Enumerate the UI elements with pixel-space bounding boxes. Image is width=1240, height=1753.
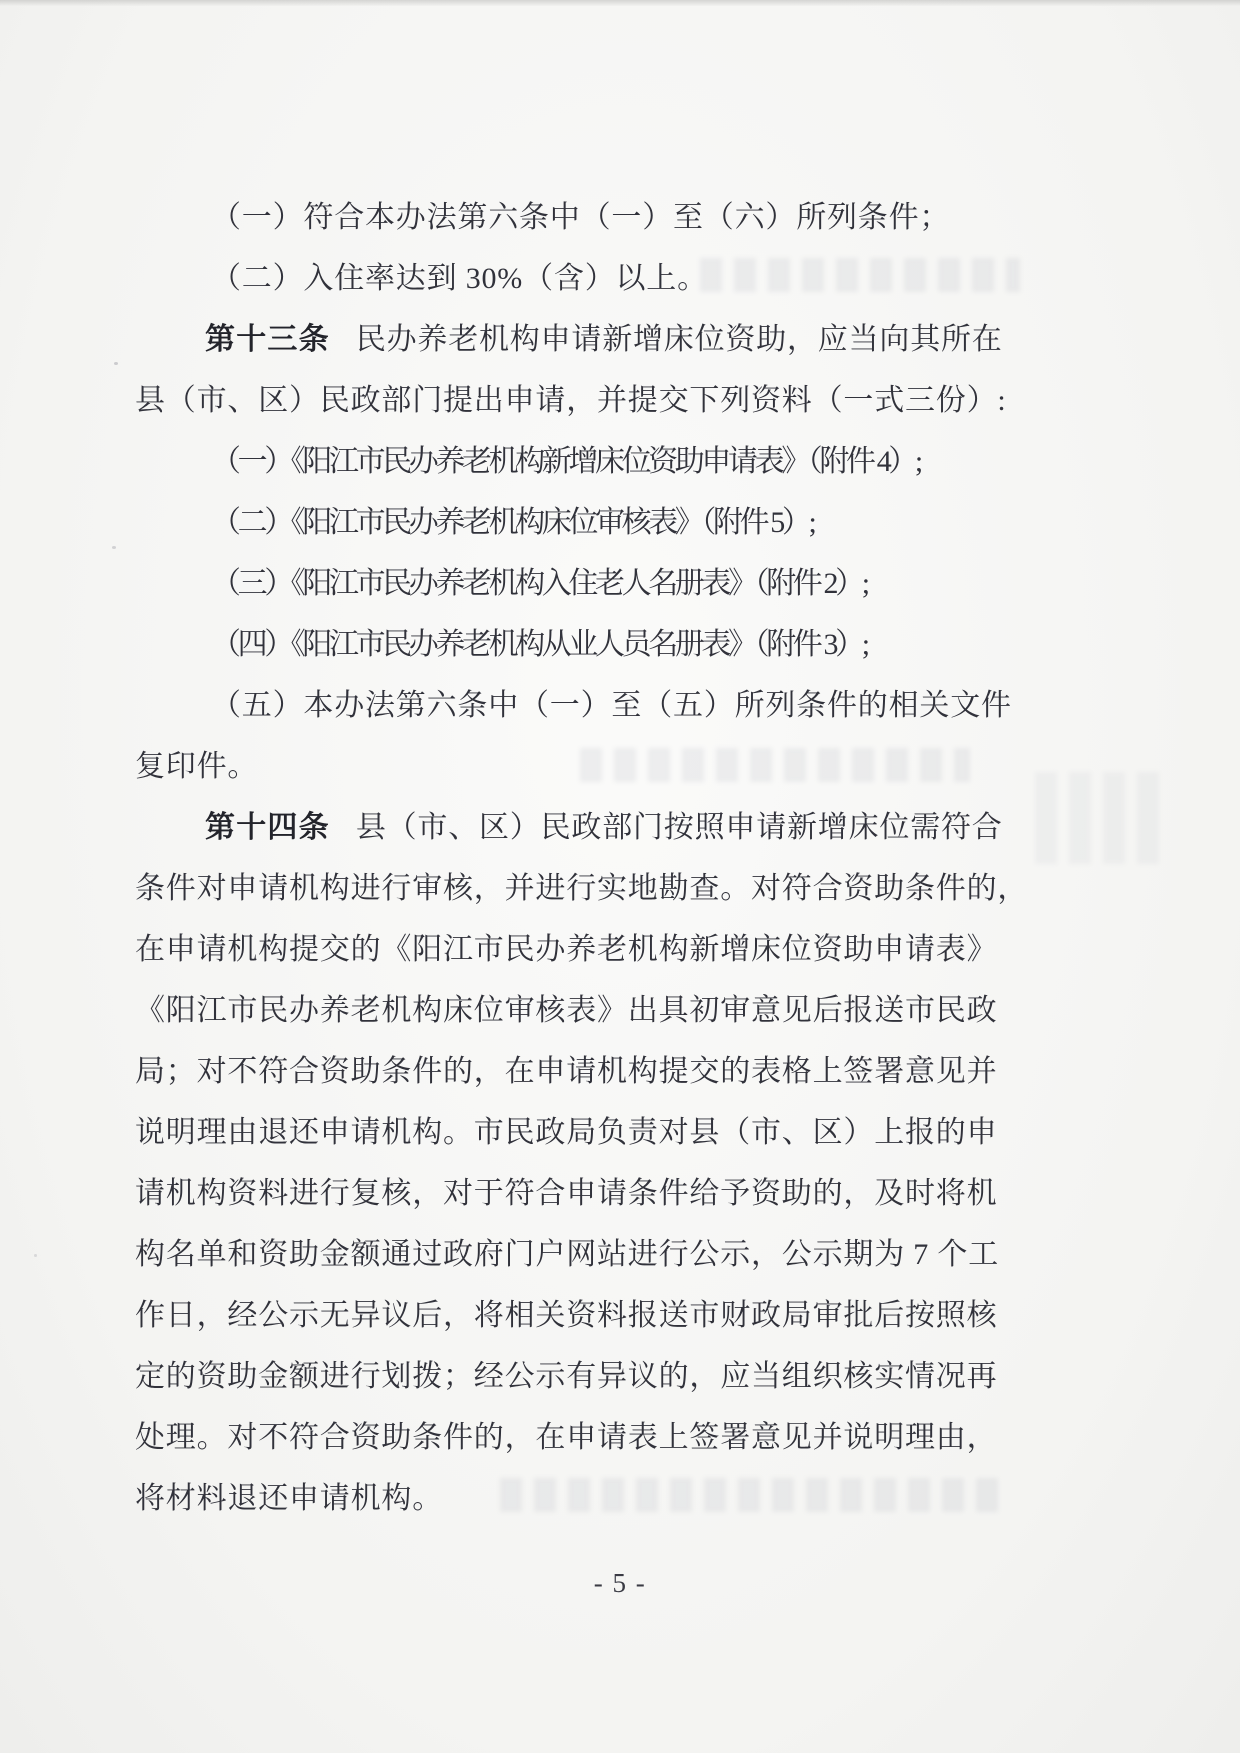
scan-speck	[112, 546, 116, 549]
text-line: 县（市、区）民政部门提出申请，并提交下列资料（一式三份）:	[135, 384, 1007, 417]
text-line: （四）《阳江市民办养老机构从业人员名册表》（附件 3）;	[211, 628, 867, 661]
text-line: （一）《阳江市民办养老机构新增床位资助申请表》（附件 4）;	[211, 445, 920, 478]
text-line: 在申请机构提交的《阳江市民办养老机构新增床位资助申请表》	[135, 933, 998, 966]
article-number: 第十三条	[205, 323, 330, 356]
text-line: 复印件。	[135, 750, 259, 783]
bleed-through-ghost-text	[1035, 772, 1165, 864]
text-line: 构名单和资助金额通过政府门户网站进行公示，公示期为 7 个工	[135, 1238, 999, 1271]
article-number: 第十四条	[205, 811, 330, 844]
article-text: 民办养老机构申请新增床位资助，应当向其所在	[355, 323, 1003, 356]
text-line: 条件对申请机构进行审核，并进行实地勘查。对符合资助条件的，	[135, 872, 1029, 905]
text-line: （一）符合本办法第六条中（一）至（六）所列条件；	[211, 201, 951, 234]
text-line: 处理。对不符合资助条件的，在申请表上签署意见并说明理由，	[135, 1421, 998, 1454]
page-number: - 5 -	[593, 1568, 647, 1598]
text-line: 局；对不符合资助条件的，在申请机构提交的表格上签署意见并	[135, 1055, 998, 1088]
text-line: 说明理由退还申请机构。市民政局负责对县（市、区）上报的申	[135, 1116, 998, 1149]
text-line: （五）本办法第六条中（一）至（五）所列条件的相关文件	[211, 689, 1012, 722]
scan-speck	[34, 1254, 37, 1257]
text-line: 将材料退还申请机构。	[135, 1482, 443, 1515]
text-line	[135, 309, 1015, 370]
text-line: 定的资助金额进行划拨；经公示有异议的，应当组织核实情况再	[135, 1360, 998, 1393]
text-line: （三）《阳江市民办养老机构入住老人名册表》（附件 2）;	[211, 567, 867, 600]
text-line: （二）入住率达到 30%（含）以上。	[211, 262, 708, 295]
document-body	[135, 187, 1029, 1529]
scan-edge-shadow	[0, 0, 1240, 6]
text-line: 作日，经公示无异议后，将相关资料报送市财政局审批后按照核	[135, 1299, 998, 1332]
scan-speck	[114, 362, 118, 365]
text-line	[135, 797, 1015, 858]
text-line: （二）《阳江市民办养老机构床位审核表》（附件 5）;	[211, 506, 814, 539]
article-text: 县（市、区）民政部门按照申请新增床位需符合	[355, 811, 1003, 844]
text-line: 请机构资料进行复核，对于符合申请条件给予资助的，及时将机	[135, 1177, 998, 1210]
text-line: 《阳江市民办养老机构床位审核表》出具初审意见后报送市民政	[135, 994, 998, 1027]
